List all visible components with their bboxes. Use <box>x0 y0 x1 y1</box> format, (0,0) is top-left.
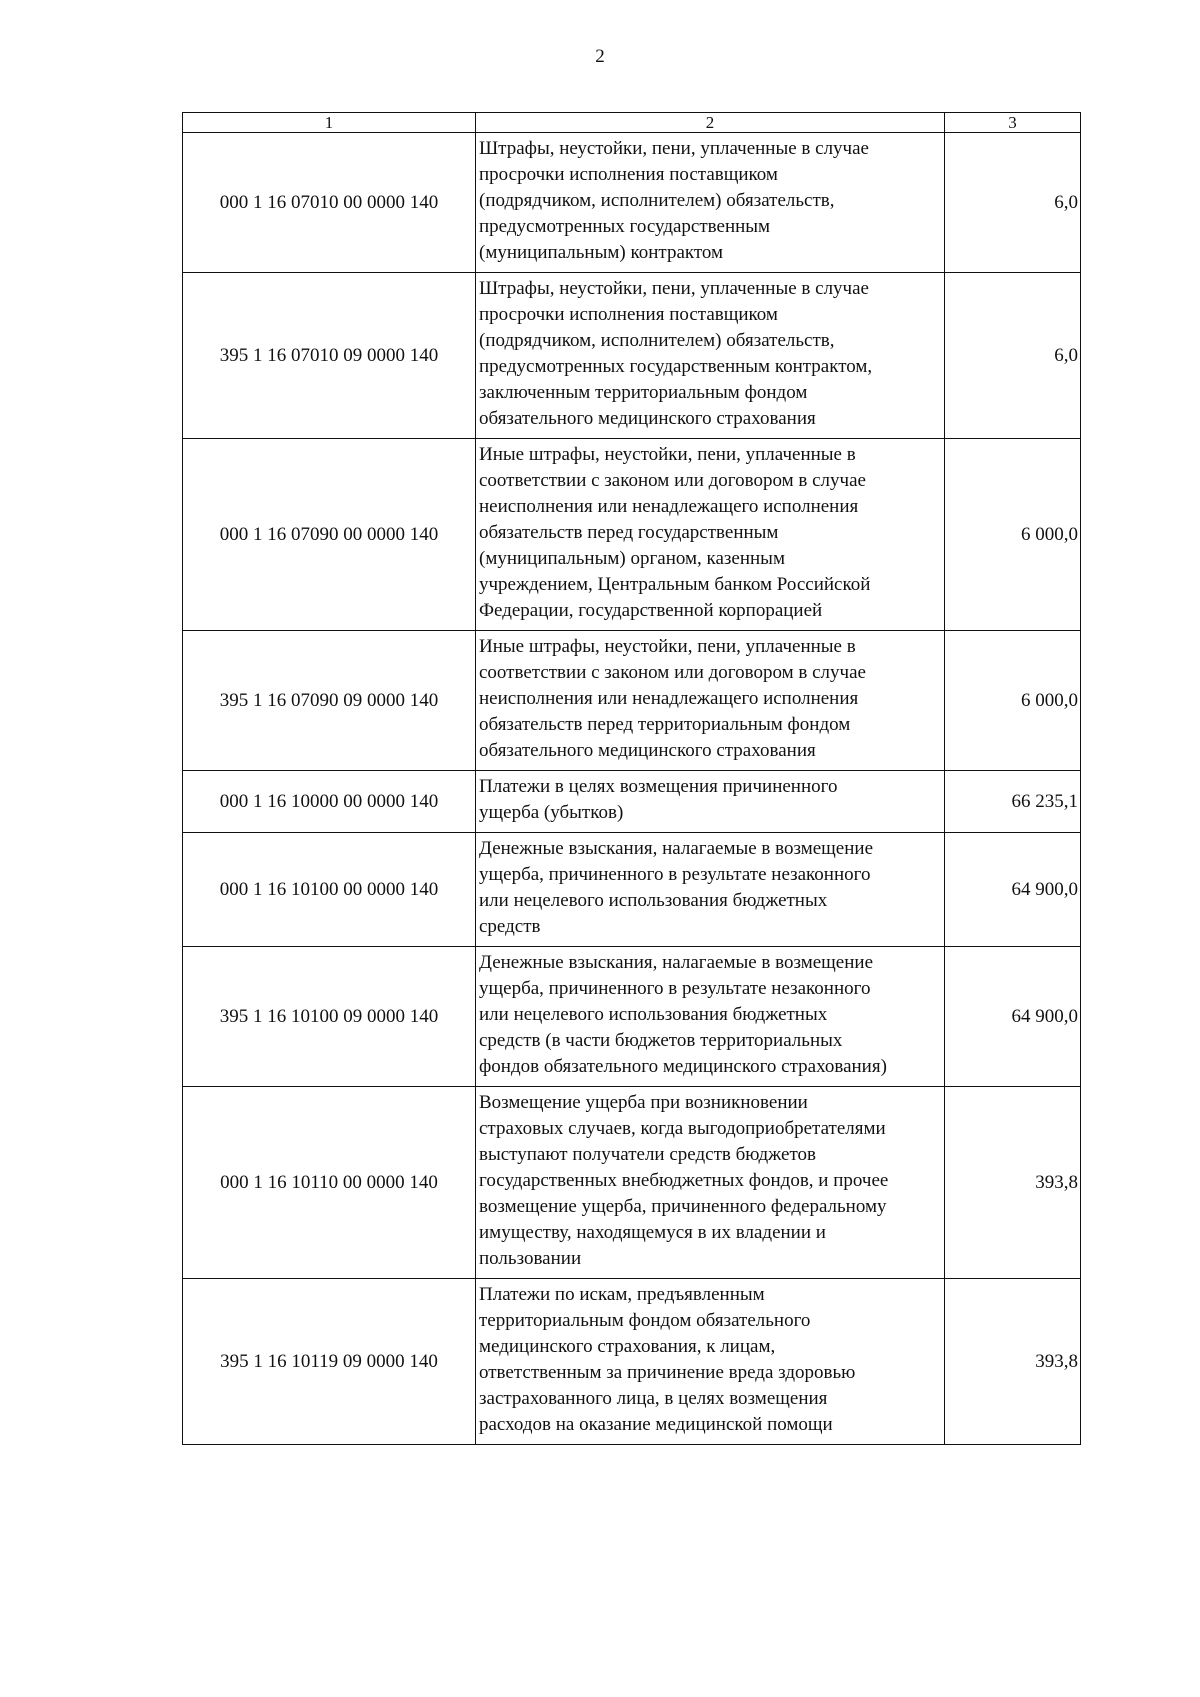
amount-cell: 6 000,0 <box>945 439 1081 631</box>
description-line: предусмотренных государственным контрактом, <box>479 356 873 377</box>
budget-code-cell: 000 1 16 10000 00 0000 140 <box>183 771 476 833</box>
table-header <box>183 113 1081 133</box>
description-line: фондов обязательного медицинского страхования) <box>479 1056 887 1077</box>
header-row <box>183 113 1081 133</box>
description-line: Платежи по искам, предъявленным <box>479 1284 765 1305</box>
budget-code-cell: 395 1 16 07090 09 0000 140 <box>183 631 476 771</box>
header-col-2: 2 <box>476 113 945 133</box>
description-line: ущерба, причиненного в результате незаконного <box>479 978 871 999</box>
description-line: предусмотренных государственным <box>479 216 771 237</box>
description-line: страховых случаев, когда выгодоприобретателями <box>479 1118 886 1139</box>
description-line: заключенным территориальным фондом <box>479 382 808 403</box>
description-line: застрахованного лица, в целях возмещения <box>479 1388 828 1409</box>
budget-code-cell: 395 1 16 10100 09 0000 140 <box>183 947 476 1087</box>
description-line: Иные штрафы, неустойки, пени, уплаченные в <box>479 444 856 465</box>
description-line: пользовании <box>479 1248 582 1269</box>
table-row <box>183 947 1081 1087</box>
table-row <box>183 631 1081 771</box>
description-line: обязательного медицинского страхования <box>479 740 816 761</box>
description-line: соответствии с законом или договором в случае <box>479 470 866 491</box>
description-line: Денежные взыскания, налагаемые в возмещение <box>479 952 873 973</box>
description-line: соответствии с законом или договором в случае <box>479 662 866 683</box>
description-cell <box>476 133 945 273</box>
description-line: обязательств перед территориальным фондом <box>479 714 851 735</box>
description-line: возмещение ущерба, причиненного федеральному <box>479 1196 887 1217</box>
description-line: Штрафы, неустойки, пени, уплаченные в случае <box>479 138 869 159</box>
table-row <box>183 1087 1081 1279</box>
description-line: неисполнения или ненадлежащего исполнения <box>479 496 859 517</box>
description-line: Иные штрафы, неустойки, пени, уплаченные в <box>479 636 856 657</box>
description-line: ответственным за причинение вреда здоровью <box>479 1362 856 1383</box>
description-line: Федерации, государственной корпорацией <box>479 600 823 621</box>
table-body <box>183 133 1081 1445</box>
description-line: расходов на оказание медицинской помощи <box>479 1414 833 1435</box>
description-line: (муниципальным) контрактом <box>479 242 724 263</box>
description-line: Возмещение ущерба при возникновении <box>479 1092 808 1113</box>
description-line: учреждением, Центральным банком Российской <box>479 574 871 595</box>
description-line: государственных внебюджетных фондов, и прочее <box>479 1170 889 1191</box>
amount-cell: 64 900,0 <box>945 833 1081 947</box>
description-line: Денежные взыскания, налагаемые в возмещение <box>479 838 873 859</box>
amount-cell: 6,0 <box>945 273 1081 439</box>
budget-code-cell: 395 1 16 10119 09 0000 140 <box>183 1279 476 1445</box>
amount-cell: 6,0 <box>945 133 1081 273</box>
table-row <box>183 273 1081 439</box>
budget-code-cell: 395 1 16 07010 09 0000 140 <box>183 273 476 439</box>
budget-code-cell: 000 1 16 07090 00 0000 140 <box>183 439 476 631</box>
amount-cell: 66 235,1 <box>945 771 1081 833</box>
description-line: территориальным фондом обязательного <box>479 1310 811 1331</box>
description-line: средств (в части бюджетов территориальных <box>479 1030 843 1051</box>
description-line: просрочки исполнения поставщиком <box>479 304 778 325</box>
amount-cell: 393,8 <box>945 1087 1081 1279</box>
description-cell <box>476 1279 945 1445</box>
description-line: или нецелевого использования бюджетных <box>479 890 828 911</box>
description-line: средств <box>479 916 541 937</box>
table-row <box>183 439 1081 631</box>
description-line: или нецелевого использования бюджетных <box>479 1004 828 1025</box>
description-line: неисполнения или ненадлежащего исполнения <box>479 688 859 709</box>
description-line: имуществу, находящемуся в их владении и <box>479 1222 826 1243</box>
description-line: выступают получатели средств бюджетов <box>479 1144 816 1165</box>
description-cell <box>476 947 945 1087</box>
description-line: просрочки исполнения поставщиком <box>479 164 778 185</box>
table-row <box>183 833 1081 947</box>
amount-cell: 6 000,0 <box>945 631 1081 771</box>
budget-code-cell: 000 1 16 10100 00 0000 140 <box>183 833 476 947</box>
budget-code-cell: 000 1 16 10110 00 0000 140 <box>183 1087 476 1279</box>
description-cell <box>476 273 945 439</box>
header-col-1: 1 <box>183 113 476 133</box>
description-line: (муниципальным) органом, казенным <box>479 548 785 569</box>
description-line: Штрафы, неустойки, пени, уплаченные в случае <box>479 278 869 299</box>
amount-cell: 393,8 <box>945 1279 1081 1445</box>
table-row <box>183 1279 1081 1445</box>
table-row <box>183 133 1081 273</box>
description-line: ущерба, причиненного в результате незаконного <box>479 864 871 885</box>
revenue-table <box>182 112 1081 1445</box>
description-line: ущерба (убытков) <box>479 802 624 823</box>
description-cell <box>476 833 945 947</box>
page-number: 2 <box>595 46 605 67</box>
description-line: (подрядчиком, исполнителем) обязательств, <box>479 190 835 211</box>
description-line: Платежи в целях возмещения причиненного <box>479 776 838 797</box>
table-row <box>183 771 1081 833</box>
description-cell <box>476 439 945 631</box>
description-cell <box>476 771 945 833</box>
description-line: обязательств перед государственным <box>479 522 779 543</box>
description-cell <box>476 1087 945 1279</box>
header-col-3: 3 <box>945 113 1081 133</box>
amount-cell: 64 900,0 <box>945 947 1081 1087</box>
description-line: обязательного медицинского страхования <box>479 408 816 429</box>
budget-code-cell: 000 1 16 07010 00 0000 140 <box>183 133 476 273</box>
description-cell <box>476 631 945 771</box>
description-line: (подрядчиком, исполнителем) обязательств, <box>479 330 835 351</box>
description-line: медицинского страхования, к лицам, <box>479 1336 776 1357</box>
